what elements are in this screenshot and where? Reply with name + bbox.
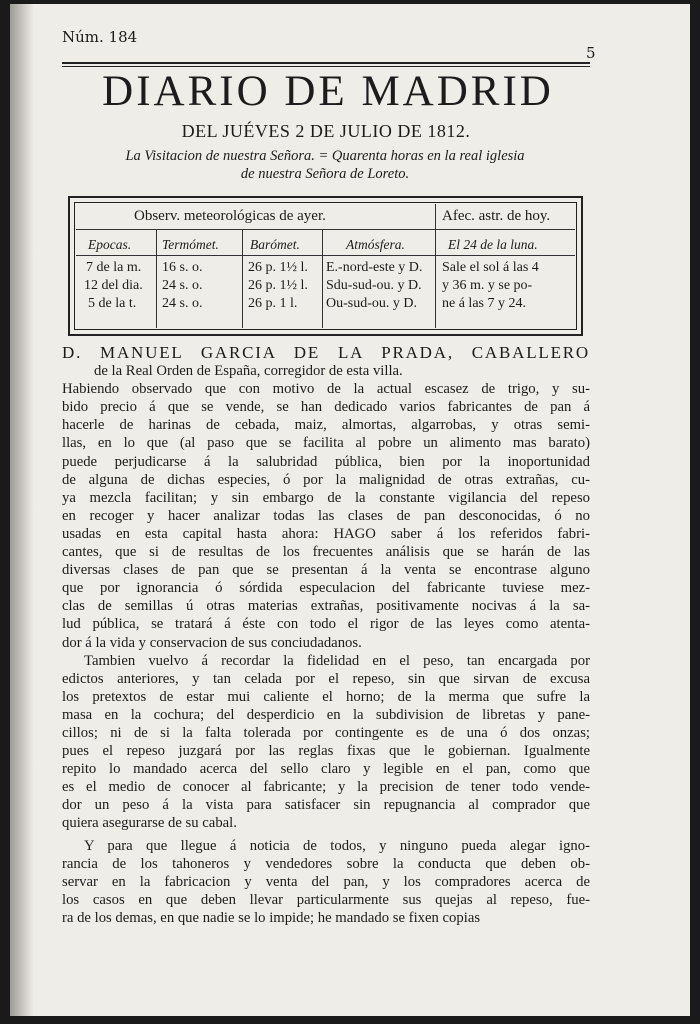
- text-line: lud pública, se tratará á éste con todo el rigor de las leyes como atenta-: [62, 616, 590, 633]
- row3-term: 24 s. o.: [162, 296, 203, 311]
- weather-title: Observ. meteorológicas de ayer.: [134, 208, 326, 224]
- text-line: los casos en que deben llevar particularmente sus quejas al repeso, fue-: [62, 891, 590, 908]
- text-line: quiera asegurarse de su cabal.: [62, 815, 237, 832]
- col-epocas: Epocas.: [88, 237, 132, 252]
- paragraph-2: [62, 652, 590, 833]
- text-line: cillos; ni de si la falta tolerada por contingente es de una ó dos onzas;: [62, 724, 590, 741]
- weather-table: [68, 196, 583, 336]
- text-line: en recoger y hacer analizar todas las clases de pan desconocidas, ó no: [62, 507, 590, 524]
- row2-epoca: 12 del dia.: [84, 278, 143, 293]
- feast-line-2: de nuestra Señora de Loreto.: [240, 166, 410, 182]
- text-line: llas, en lo que (al paso que se facilita al pobre un alimento mas barato): [62, 435, 590, 452]
- astro-line-1: Sale el sol á las 4: [442, 260, 539, 275]
- text-line: dor un peso á la vista para satisfacer sin repugnancia al comprador que: [62, 797, 590, 814]
- col-atmosfera: Atmósfera.: [346, 237, 405, 252]
- page-number: 5: [586, 44, 596, 62]
- text-line: masa en la cochura; del desperdicio en la subdivision de libretas y pane-: [62, 706, 590, 723]
- article-heading: D. MANUEL GARCIA DE LA PRADA, CABALLERO: [62, 343, 590, 362]
- text-line: que por ignorancia ó sórdida especulacion del fabricante tuviese mez-: [62, 580, 590, 597]
- feast-of-day: [70, 147, 580, 183]
- text-line: ra de los demas, en que nadie se lo impide; he mandado se fixen copias: [62, 909, 481, 926]
- text-line: ya mezcla facilitan; y sin embargo de la constante vigilancia del repeso: [62, 489, 590, 506]
- weather-rule-1: [76, 229, 575, 230]
- row3-atmos: Ou-sud-ou. y D.: [326, 296, 417, 311]
- text-line: clas de semillas ú otras materias extrañas, positivamente nocivas á la sa-: [62, 598, 590, 615]
- weather-divider-3: [322, 229, 323, 328]
- page-gutter: [10, 4, 34, 1016]
- issue-date: DEL JUÉVES 2 DE JULIO DE 1812.: [181, 121, 471, 141]
- article-subheading: de la Real Orden de España, corregidor de esta villa.: [94, 363, 403, 380]
- row2-baro: 26 p. 1½ l.: [248, 278, 308, 293]
- text-line: cantes, que si de resultas de los frecuentes análisis que se harán de las: [62, 544, 590, 561]
- row3-baro: 26 p. 1 l.: [248, 296, 298, 311]
- article: [62, 344, 590, 927]
- text-line: es el medio de conocer al fabricante; y la precision de tener todo vende-: [62, 779, 590, 796]
- text-line: servar en la fabricacion y venta del pan, y los compradores acerca de: [62, 873, 590, 890]
- row2-term: 24 s. o.: [162, 278, 203, 293]
- text-line: pues el repeso juzgará por las reglas fixas que le gobiernan. Igualmente: [62, 743, 590, 760]
- row1-epoca: 7 de la m.: [86, 260, 142, 275]
- weather-divider-astro: [435, 204, 436, 328]
- row2-atmos: Sdu-sud-ou. y D.: [326, 278, 422, 293]
- paragraph-1: [62, 380, 590, 651]
- row3-epoca: 5 de la t.: [88, 296, 137, 311]
- masthead-title: DIARIO DE MADRID: [102, 68, 554, 115]
- text-line: Y para que llegue á noticia de todos, y ninguno pueda alegar igno-: [84, 837, 590, 854]
- text-line: hacerle de harinas de cebada, maiz, almortas, algarrobas, y otras semi-: [62, 417, 590, 434]
- text-line: repito lo mandado acerca del sello claro y legible en el pan, como que: [62, 761, 590, 778]
- text-line: diversas clases de pan que se presentan á la venta se encontrase alguno: [62, 562, 590, 579]
- issue-number: Núm. 184: [62, 28, 138, 46]
- text-line: puede perjudicarse á la salubridad pública, bien por la inoportunidad: [62, 453, 590, 470]
- paragraph-3: [62, 837, 590, 927]
- text-line: de alguna de dichas especies, ó por la malignidad de otras extrañas, cu-: [62, 471, 590, 488]
- newspaper-page: [10, 4, 690, 1016]
- col-barometro: Barómet.: [250, 237, 300, 252]
- text-line: dor á la vida y conservacion de sus conciudadanos.: [62, 634, 362, 651]
- text-line: usadas en esta capital hasta ahora: HAGO saber á los referidos fabri-: [62, 525, 590, 542]
- row1-atmos: E.-nord-este y D.: [326, 260, 423, 275]
- astro-title: Afec. astr. de hoy.: [442, 208, 551, 224]
- col-luna: El 24 de la luna.: [448, 237, 538, 252]
- feast-line-1: La Visitacion de nuestra Señora. = Quarenta horas en la real iglesia: [125, 148, 525, 164]
- header-rule-thin: [62, 66, 590, 67]
- astro-line-3: ne á las 7 y 24.: [442, 296, 526, 311]
- astro-line-2: y 36 m. y se po-: [442, 278, 533, 293]
- weather-divider-2: [242, 229, 243, 328]
- text-line: edictos anteriores, y tan celada por el repeso, sin que sirvan de excusa: [62, 670, 590, 687]
- weather-rule-2: [76, 255, 575, 256]
- text-line: los pretextos de estar mui caliente el horno; de la merma que sufre la: [62, 688, 590, 705]
- row1-baro: 26 p. 1½ l.: [248, 260, 308, 275]
- col-termometro: Termómet.: [162, 237, 219, 252]
- text-line: rancia de los tahoneros y vendedores sobre la conducta que deben ob-: [62, 855, 590, 872]
- header-rule-top: [62, 62, 590, 64]
- text-line: Tambien vuelvo á recordar la fidelidad en el peso, tan encargada por: [84, 652, 590, 669]
- weather-divider-1: [156, 229, 157, 328]
- text-line: bido precio á que se vende, se han dedicado varios fabricantes de pan á: [62, 399, 590, 416]
- text-line: Habiendo observado que con motivo de la actual escasez de trigo, y su-: [62, 381, 590, 398]
- row1-term: 16 s. o.: [162, 260, 203, 275]
